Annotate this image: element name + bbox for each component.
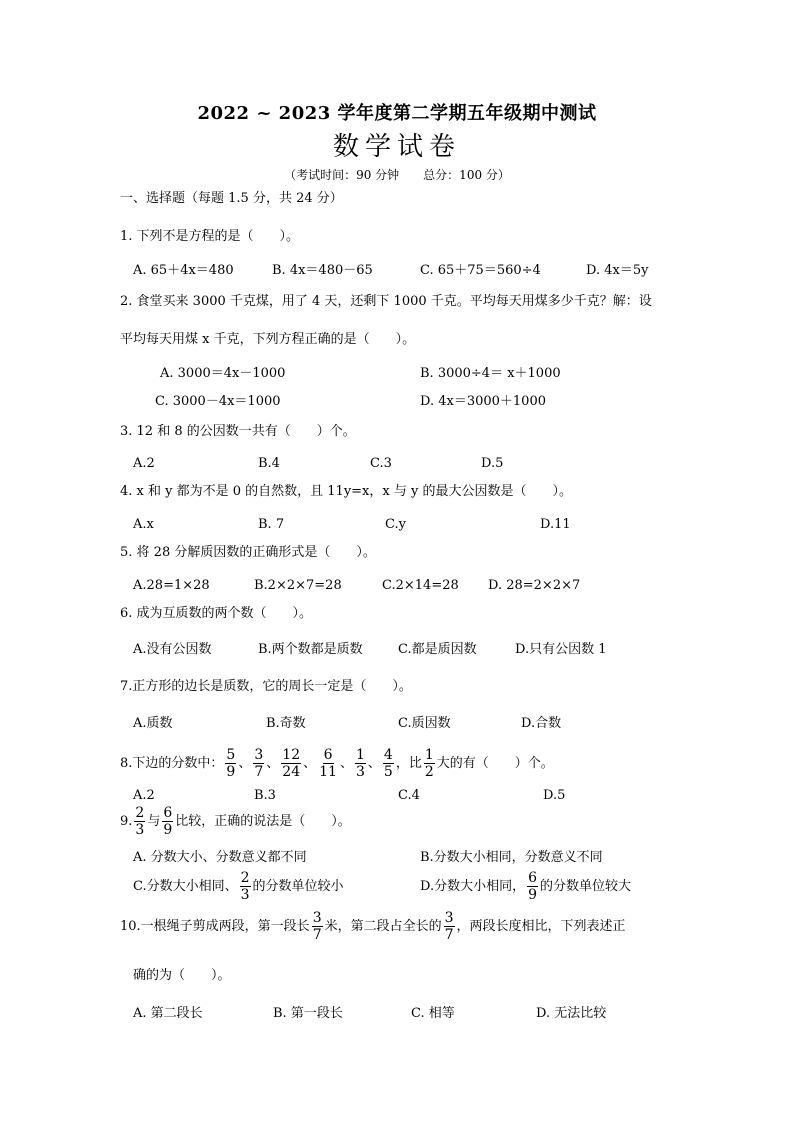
fraction-q9-2: $\frac{6}{9}$ xyxy=(163,805,173,838)
exam-subject: 数学试卷 xyxy=(332,132,461,162)
fraction-q10-2: $\frac{3}{7}$ xyxy=(444,910,454,943)
q2-option-d: D. 4x＝3000＋1000 xyxy=(420,394,546,409)
question-10-line2: 确的为（ ）。 xyxy=(133,968,231,983)
q7-option-d: D.合数 xyxy=(521,716,562,731)
q6-option-a: A.没有公因数 xyxy=(133,642,212,657)
question-3: 3. 12 和 8 的公因数一共有（ ）个。 xyxy=(120,424,356,439)
q3-option-a: A.2 xyxy=(133,456,155,471)
q4-option-a: A.x xyxy=(133,517,154,532)
q5-option-b: B.2×2×7=28 xyxy=(254,578,342,593)
fraction-q10-1: $\frac{3}{7}$ xyxy=(312,910,322,943)
q9-option-d: D.分数大小相同， $\frac{6}{9}$ 的分数单位较大 xyxy=(420,870,632,903)
fraction-q8-3: $\frac{12}{24}$ xyxy=(282,747,301,780)
q3-option-c: C.3 xyxy=(370,456,392,471)
exam-title: 2022 ~ 2023 学年度第二学期五年级期中测试 xyxy=(197,103,597,124)
q3-option-d: D.5 xyxy=(481,456,504,471)
q3-option-b: B.4 xyxy=(258,456,280,471)
question-8: 8.下边的分数中： $\frac{5}{9}$ 、 $\frac{3}{7}$ 、 $\frac{12}{24}$ 、 $\frac{6}{11}$ 、 $\frac{1}{3}$ 、 $\frac{4}{5}$ ，比 $\frac{1}{2}$ 大的有（ ）个。 xyxy=(120,747,554,780)
q10-option-a: A. 第二段长 xyxy=(133,1006,203,1021)
q9-option-b: B.分数大小相同，分数意义不同 xyxy=(420,850,603,865)
q9-option-c: C.分数大小相同、 $\frac{2}{3}$ 的分数单位较小 xyxy=(133,870,344,903)
question-5: 5. 将 28 分解质因数的正确形式是（ ）。 xyxy=(120,545,376,560)
q7-option-c: C.质因数 xyxy=(398,716,451,731)
q9-option-a: A. 分数大小、分数意义都不同 xyxy=(133,850,307,865)
q1-option-a: A. 65＋4x＝480 xyxy=(133,263,234,278)
q4-option-b: B. 7 xyxy=(258,517,285,532)
q8-option-a: A.2 xyxy=(133,788,155,803)
fraction-q8-5: $\frac{1}{3}$ xyxy=(355,747,365,780)
q8-option-d: D.5 xyxy=(543,788,566,803)
fraction-q9-1: $\frac{2}{3}$ xyxy=(135,805,145,838)
section-heading: 一、选择题（每题 1.5 分，共 24 分） xyxy=(120,191,343,206)
q1-option-b: B. 4x＝480－65 xyxy=(272,263,373,278)
q10-option-b: B. 第一段长 xyxy=(273,1006,343,1021)
q8-option-b: B.3 xyxy=(254,788,276,803)
q7-option-a: A.质数 xyxy=(133,716,173,731)
fraction-q9-d: $\frac{6}{9}$ xyxy=(528,870,538,903)
q2-option-b: B. 3000÷4＝ x＋1000 xyxy=(420,366,561,381)
question-4: 4. x 和 y 都为不是 0 的自然数，且 11y=x，x 与 y 的最大公因数是（ ）。 xyxy=(120,484,572,499)
q6-option-c: C.都是质因数 xyxy=(398,642,477,657)
question-2-line2: 平均每天用煤 x 千克，下列方程正确的是（ ）。 xyxy=(120,332,416,347)
question-2-line1: 2. 食堂买来 3000 千克煤，用了 4 天，还剩下 1000 千克。平均每天用煤多少千克？解：设 xyxy=(120,294,652,309)
question-7: 7.正方形的边长是质数，它的周长一定是（ ）。 xyxy=(120,679,412,694)
q6-option-b: B.两个数都是质数 xyxy=(258,642,363,657)
q1-option-d: D. 4x＝5y xyxy=(586,263,649,278)
q10-option-c: C. 相等 xyxy=(411,1006,455,1021)
fraction-q8-1: $\frac{5}{9}$ xyxy=(226,747,236,780)
q2-option-c: C. 3000－4x＝1000 xyxy=(155,394,281,409)
fraction-one-half: $\frac{1}{2}$ xyxy=(424,747,434,780)
q10-option-d: D. 无法比较 xyxy=(536,1006,607,1021)
fraction-q9-c: $\frac{2}{3}$ xyxy=(240,870,250,903)
question-9: 9. $\frac{2}{3}$ 与 $\frac{6}{9}$ 比较，正确的说法是（ ）。 xyxy=(120,805,351,838)
q5-option-d: D. 28=2×2×7 xyxy=(488,578,581,593)
q5-option-a: A.28=1×28 xyxy=(133,578,210,593)
q5-option-c: C.2×14=28 xyxy=(382,578,459,593)
q8-option-c: C.4 xyxy=(398,788,420,803)
q7-option-b: B.奇数 xyxy=(266,716,306,731)
q2-option-a: A. 3000＝4x－1000 xyxy=(160,366,286,381)
question-6: 6. 成为互质数的两个数（ ）。 xyxy=(120,606,313,621)
question-1: 1. 下列不是方程的是（ ）。 xyxy=(120,229,300,244)
fraction-q8-4: $\frac{6}{11}$ xyxy=(319,747,337,780)
fraction-q8-2: $\frac{3}{7}$ xyxy=(254,747,264,780)
question-10-line1: 10.一根绳子剪成两段，第一段长 $\frac{3}{7}$ 米，第二段占全长的 $\frac{3}{7}$ ，两段长度相比，下列表述正 xyxy=(120,910,626,943)
exam-info: （考试时间：90 分钟 总分：100 分） xyxy=(284,168,510,182)
q1-option-c: C. 65＋75＝560÷4 xyxy=(420,263,541,278)
q6-option-d: D.只有公因数 1 xyxy=(515,642,607,657)
q4-option-c: C.y xyxy=(385,517,406,532)
fraction-q8-6: $\frac{4}{5}$ xyxy=(383,747,393,780)
q4-option-d: D.11 xyxy=(540,517,571,532)
